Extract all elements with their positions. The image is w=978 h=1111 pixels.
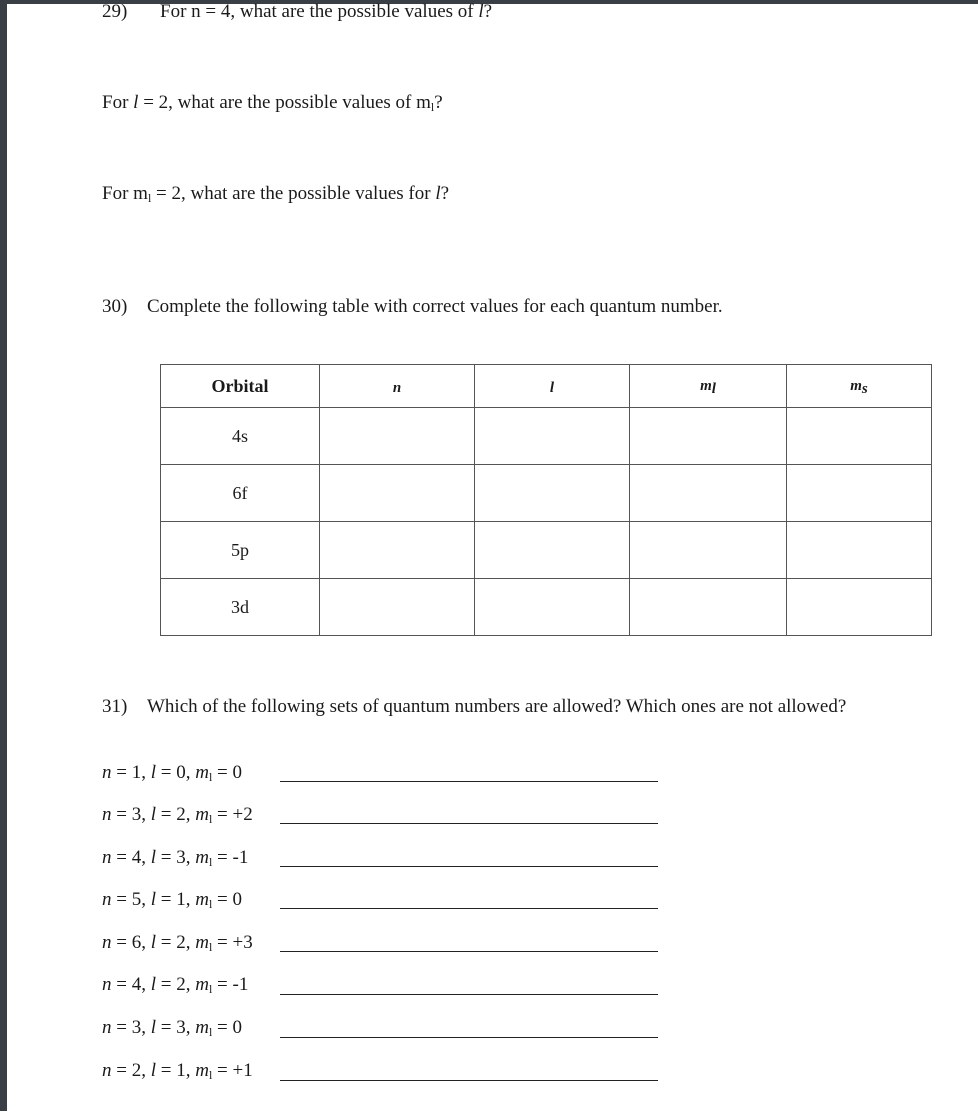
answer-blank-6[interactable] xyxy=(280,994,658,995)
header-ms: $m_s$ xyxy=(787,365,932,408)
orbital-cell: 6f xyxy=(161,465,320,522)
answer-cell-ms[interactable] xyxy=(787,522,932,579)
answer-cell-ms[interactable] xyxy=(787,579,932,636)
answer-blank-2[interactable] xyxy=(280,823,658,824)
answer-blank-1[interactable] xyxy=(280,781,658,782)
quantum-set-6: n = 4, l = 2, $m_l = -1$ xyxy=(102,974,249,996)
orbital-cell: 3d xyxy=(161,579,320,636)
header-ml: $m_l$ xyxy=(630,365,787,408)
answer-cell-l[interactable] xyxy=(475,522,630,579)
answer-cell-l[interactable] xyxy=(475,579,630,636)
question-29-number: 29) xyxy=(102,1,128,22)
answer-cell-ml[interactable] xyxy=(630,408,787,465)
window-left-border xyxy=(0,0,7,1111)
question-30-text: Complete the following table with correct values for each quantum number. xyxy=(147,296,723,317)
answer-cell-l[interactable] xyxy=(475,465,630,522)
answer-cell-ml[interactable] xyxy=(630,522,787,579)
answer-blank-8[interactable] xyxy=(280,1080,658,1081)
answer-cell-ms[interactable] xyxy=(787,408,932,465)
answer-cell-n[interactable] xyxy=(320,579,475,636)
table-row xyxy=(161,408,932,465)
table-header-row xyxy=(161,365,932,408)
quantum-set-1: n = 1, l = 0, $m_l = 0$ xyxy=(102,762,243,784)
answer-cell-n[interactable] xyxy=(320,522,475,579)
answer-cell-ml[interactable] xyxy=(630,579,787,636)
header-n: n xyxy=(320,365,475,408)
answer-cell-ms[interactable] xyxy=(787,465,932,522)
question-29-part-b: For l = 2, what are the possible values of $m_l$? xyxy=(102,92,443,114)
question-31-number: 31) xyxy=(102,696,128,717)
quantum-number-table xyxy=(160,364,932,636)
orbital-cell: 5p xyxy=(161,522,320,579)
answer-blank-3[interactable] xyxy=(280,866,658,867)
quantum-set-3: n = 4, l = 3, $m_l = -1$ xyxy=(102,847,249,869)
header-orbital: Orbital xyxy=(161,365,320,408)
table-row xyxy=(161,465,932,522)
answer-cell-n[interactable] xyxy=(320,408,475,465)
quantum-set-7: n = 3, l = 3, $m_l = 0$ xyxy=(102,1017,243,1039)
quantum-set-5: n = 6, l = 2, $m_l = +3$ xyxy=(102,932,253,954)
table-row xyxy=(161,579,932,636)
header-l: l xyxy=(475,365,630,408)
answer-blank-4[interactable] xyxy=(280,908,658,909)
table-row xyxy=(161,522,932,579)
orbital-cell: 4s xyxy=(161,408,320,465)
answer-blank-7[interactable] xyxy=(280,1037,658,1038)
quantum-set-8: n = 2, l = 1, $m_l = +1$ xyxy=(102,1060,253,1082)
answer-cell-n[interactable] xyxy=(320,465,475,522)
answer-blank-5[interactable] xyxy=(280,951,658,952)
quantum-set-4: n = 5, l = 1, $m_l = 0$ xyxy=(102,889,243,911)
question-30-number: 30) xyxy=(102,296,128,317)
question-29-part-c: For $m_l = 2$, what are the possible values for l? xyxy=(102,183,450,205)
quantum-set-2: n = 3, l = 2, $m_l = +2$ xyxy=(102,804,253,826)
question-31-text: Which of the following sets of quantum numbers are allowed? Which ones are not allowed? xyxy=(147,696,847,717)
answer-cell-l[interactable] xyxy=(475,408,630,465)
answer-cell-ml[interactable] xyxy=(630,465,787,522)
question-29-part-a: For n = 4, what are the possible values of l? xyxy=(160,1,493,22)
